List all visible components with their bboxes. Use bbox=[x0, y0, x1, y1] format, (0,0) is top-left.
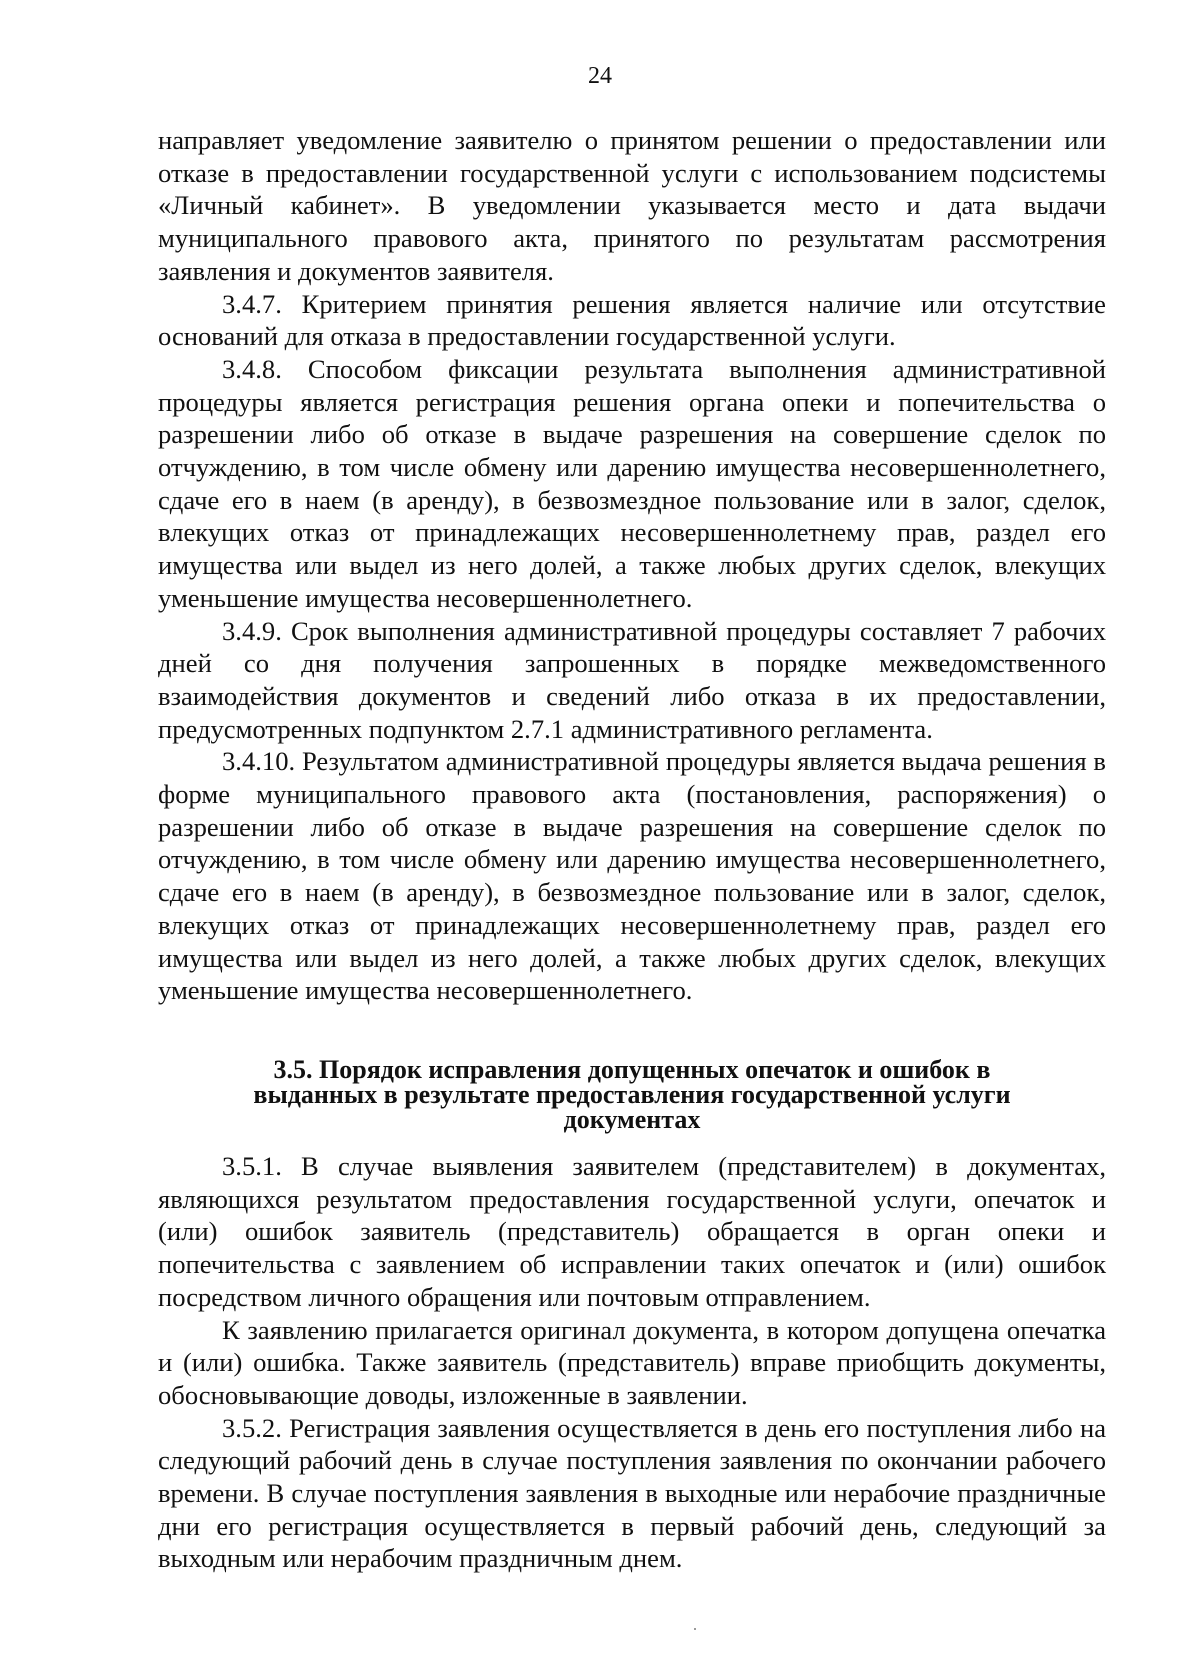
paragraph-3-4-8: 3.4.8. Способом фиксации результата выполнения административной процедуры является регистрация решения органа опеки и попечительства о разрешении либо об отказе в выдаче разрешения на совершение сделок по отчуждению, в том числе обмену или дарению имущества несовершеннолетнего, сдаче его в наем (в аренду), в безвозмездное пользование или в залог, сделок, влекущих отказ от принадлежащих несовершеннолетнему прав, раздел его имущества или выдел из него долей, а также любых других сделок, влекущих уменьшение имущества несовершеннолетнего. bbox=[158, 353, 1106, 613]
paragraph-attachment: К заявлению прилагается оригинал документа, в котором допущена опечатка и (или) ошибка. Также заявитель (представитель) вправе приобщить документы, обосновывающие доводы, изложенные в заявлении. bbox=[158, 1314, 1106, 1410]
document-body bbox=[158, 124, 1106, 1575]
paragraph-3-4-10: 3.4.10. Результатом административной процедуры является выдача решения в форме муниципального правового акта (постановления, распоряжения) о разрешении либо об отказе в выдаче разрешения на совершение сделок по отчуждению, в том числе обмену или дарению имущества несовершеннолетнего, сдаче его в наем (в аренду), в безвозмездное пользование или в залог, сделок, влекущих отказ от принадлежащих несовершеннолетнему прав, раздел его имущества или выдел из него долей, а также любых других сделок, влекущих уменьшение имущества несовершеннолетнего. bbox=[158, 746, 1106, 1006]
section-heading-line: 3.5. Порядок исправления допущенных опечаток и ошибок в bbox=[273, 1054, 991, 1084]
paragraph-3-5-1: 3.5.1. В случае выявления заявителем (представителем) в документах, являющихся результатом предоставления государственной услуги, опечаток и (или) ошибок заявитель (представитель) обращается в орган опеки и попечительства с заявлением об исправлении таких опечаток и (или) ошибок посредством личного обращения или почтовым отправлением. bbox=[158, 1150, 1106, 1312]
section-heading bbox=[158, 1054, 1106, 1134]
paragraph-3-5-2: 3.5.2. Регистрация заявления осуществляется в день его поступления либо на следующий рабочий день в случае поступления заявления по окончании рабочего времени. В случае поступления заявления в выходные или нерабочие праздничные дни его регистрация осуществляется в первый рабочий день, следующий за выходным или нерабочим праздничным днем. bbox=[158, 1412, 1106, 1574]
paragraph-3-4-7: 3.4.7. Критерием принятия решения является наличие или отсутствие оснований для отказа в предоставлении государственной услуги. bbox=[158, 288, 1106, 352]
page-number: 24 bbox=[588, 63, 612, 89]
paragraph-notification: направляет уведомление заявителю о принятом решении о предоставлении или отказе в предоставлении государственной услуги с использованием подсистемы «Личный кабинет». В уведомлении указывается место и дата выдачи муниципального правового акта, принятого по результатам рассмотрения заявления и документов заявителя. bbox=[158, 125, 1106, 286]
paragraph-3-4-9: 3.4.9. Срок выполнения административной процедуры составляет 7 рабочих дней со дня получения запрошенных в порядке межведомственного взаимодействия документов и сведений либо отказа в их предоставлении, предусмотренных подпунктом 2.7.1 административного регламента. bbox=[158, 615, 1106, 744]
scan-speck bbox=[694, 1628, 696, 1630]
section-heading-line: выданных в результате предоставления государственной услуги bbox=[253, 1079, 1011, 1109]
section-heading-line: документах bbox=[563, 1104, 701, 1134]
